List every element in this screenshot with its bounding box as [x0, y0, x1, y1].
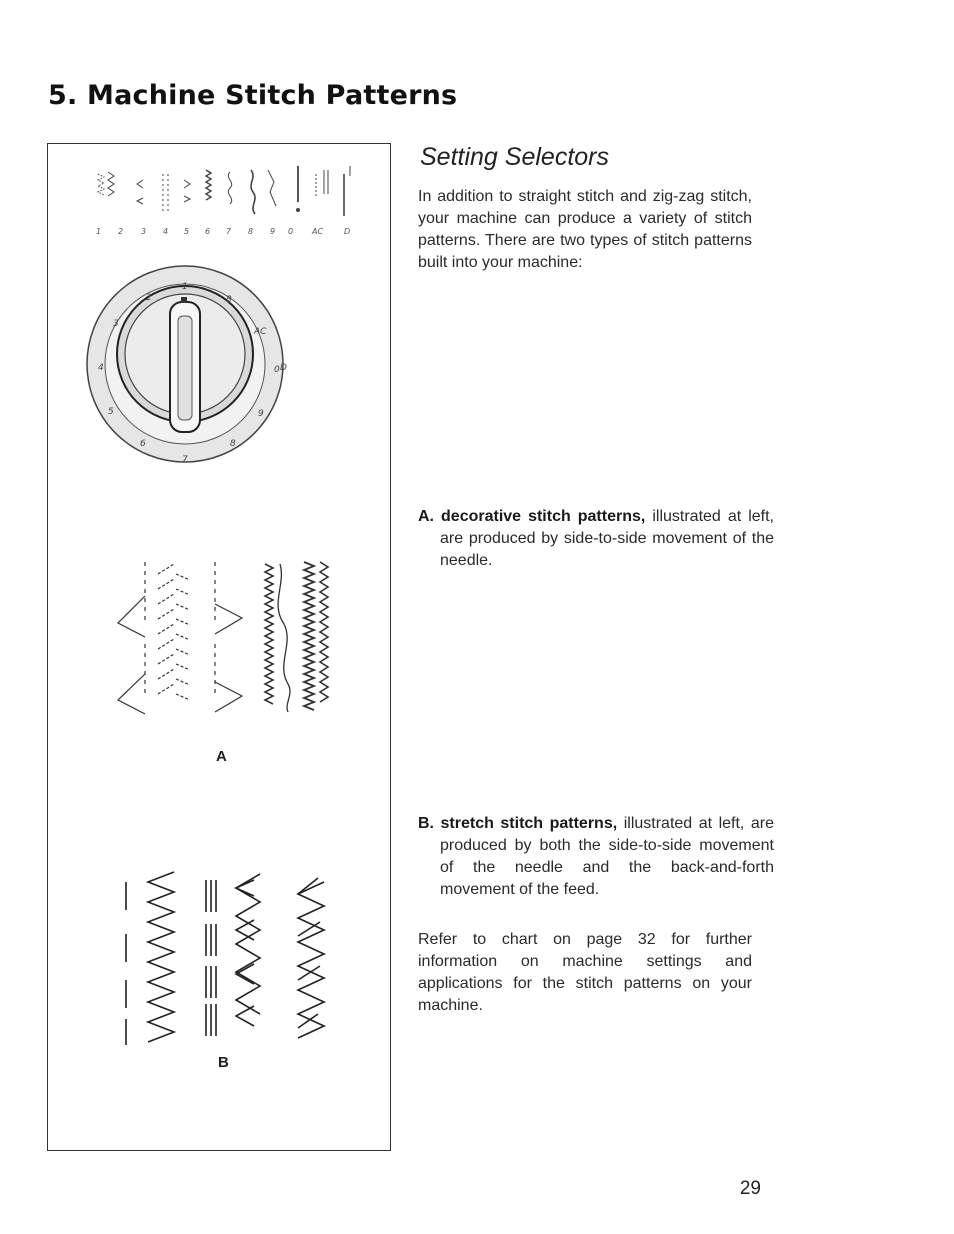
dial-number: 5 — [108, 407, 114, 417]
figure-label-b: B — [218, 1054, 229, 1071]
dial-number: 3 — [113, 319, 119, 329]
decorative-body: illustrated at left, are produced by side-to-side movement of the needle. — [440, 508, 774, 569]
strip-label: 2 — [118, 227, 124, 236]
decorative-stitch-illustration — [118, 562, 328, 714]
dial-number: 1 — [182, 282, 188, 292]
intro-paragraph: In addition to straight stitch and zig-zag stitch, your machine can produce a variety of stitch patterns. There are two types of stitch patterns built into your machine: — [418, 188, 752, 271]
stretch-paragraph — [418, 813, 774, 901]
figure-label-a: A — [216, 748, 227, 765]
strip-label: 0 — [288, 227, 294, 236]
section-heading: Setting Selectors — [420, 143, 609, 171]
stitch-pattern-figure — [47, 143, 391, 1151]
strip-number-labels — [96, 227, 350, 236]
page-title: 5. Machine Stitch Patterns — [48, 80, 458, 111]
dial-number: 7 — [182, 455, 188, 465]
dial-indicator — [181, 297, 187, 303]
stretch-body: illustrated at left, are produced by both the side-to-side movement of the needle and the back-and-forth movement of the feed. — [440, 815, 775, 898]
stretch-stitch-illustration — [126, 872, 324, 1045]
strip-label: D — [344, 227, 351, 236]
dial-number: 8 — [226, 295, 232, 305]
dial-number: 8 — [230, 439, 236, 449]
strip-label: AC — [312, 227, 324, 236]
refer-paragraph: Refer to chart on page 32 for further information on machine settings and applications for the stitch patterns on your machine. — [418, 931, 752, 1014]
dial-number: 4 — [98, 363, 104, 373]
strip-label: 7 — [226, 227, 232, 236]
strip-label: 8 — [248, 227, 254, 236]
strip-label: 4 — [163, 227, 169, 236]
strip-label: 6 — [205, 227, 211, 236]
decorative-paragraph — [418, 506, 774, 572]
dial-number: D — [280, 363, 287, 373]
dial-number: 6 — [140, 439, 146, 449]
dial-number: AC — [254, 327, 267, 337]
strip-label: 9 — [270, 227, 276, 236]
dial-number: 9 — [258, 409, 264, 419]
stitch-symbol-strip — [98, 166, 350, 216]
strip-label: 1 — [96, 227, 102, 236]
strip-label: 5 — [184, 227, 190, 236]
stretch-lead: B. stretch stitch patterns, — [418, 815, 618, 832]
dial-number: 2 — [146, 293, 152, 303]
page-number: 29 — [739, 1178, 761, 1199]
dial-number: 0 — [274, 365, 280, 375]
figure-illustration — [48, 144, 392, 1152]
pattern-selector-dial — [87, 266, 283, 462]
strip-label: 3 — [141, 227, 147, 236]
decorative-lead: A. decorative stitch patterns, — [418, 508, 646, 525]
